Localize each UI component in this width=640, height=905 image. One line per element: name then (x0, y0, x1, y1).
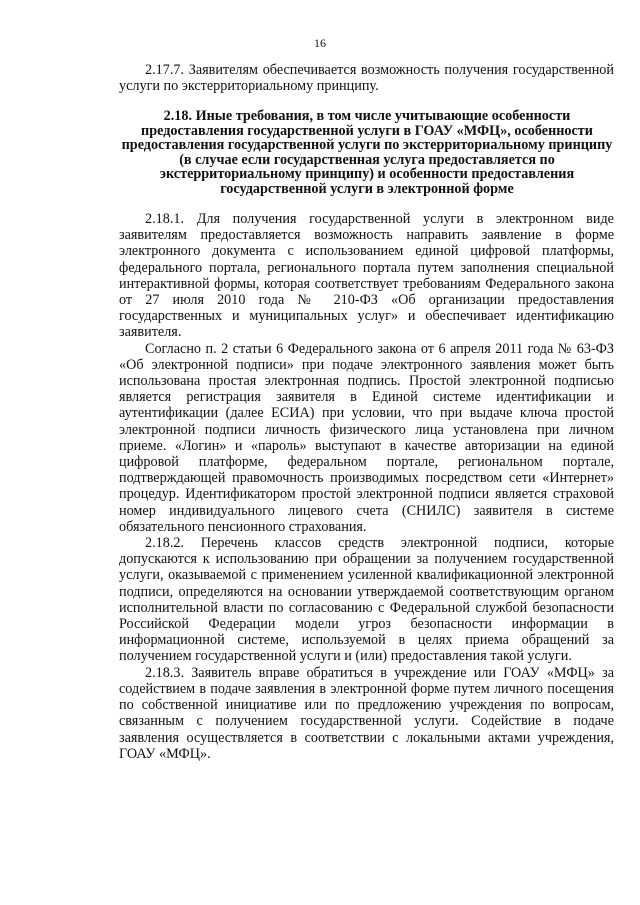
item-2-17-7 (119, 62, 614, 94)
paragraph-2-18-2: 2.18.2. Перечень классов средств электронной подписи, которые допускаются к использованию при обращении за получением государственной услуги, оказываемой с применением усиленной квалификационной электронной подписи, определяются на основании утверждаемой соответствующим органом исполнительной власти по согласованию с Федеральной службой безопасности Российской Федерации модели угроз безопасности информации в информационной системе, используемой в целях приема обращений за получением государственной услуги и (или) предоставления такой услуги. (119, 535, 614, 665)
paragraph-2-18-1: 2.18.1. Для получения государственной услуги в электронном виде заявителям предоставляется возможность направить заявление в форме электронного документа с использованием единой цифровой платформы, федерального портала, регионального портала путем заполнения специальной интерактивной формы, которая соответствует требованиям Федерального закона от 27 июля 2010 года № 210-ФЗ «Об организации предоставления государственных и муниципальных услуг» и обеспечивает идентификацию заявителя. (119, 211, 614, 341)
page-number: 16 (314, 36, 326, 50)
paragraph-electronic-signature: Согласно п. 2 статьи 6 Федерального закона от 6 апреля 2011 года № 63-ФЗ «Об электронной подписи» при подаче электронного заявления может быть использована простая электронная подпись. Простой электронной подписью является регистрация заявителя в Единой системе идентификации и аутентификации (далее ЕСИА) при условии, что при выдаче ключа простой электронной подписи личность физического лица установлена при личном приеме. «Логин» и «пароль» выступают в качестве авторизации на единой цифровой платформе, федеральном портале, региональном портале, подтверждающей правомочность производимых посредством сети «Интернет» процедур. Идентификатором простой электронной подписи является страховой номер индивидуального лицевого счета (СНИЛС) заявителя в системе обязательного пенсионного страхования. (119, 340, 614, 535)
section-heading-2-18: 2.18. Иные требования, в том числе учитывающие особенности предоставления государственной услуги в ГОАУ «МФЦ», особенности предоставления государственной услуги по экстерриториальному принципу (в случае если государственная услуга предоставляется по экстерриториальному принципу) и особенности предоставления государственной услуги в электронной форме (121, 108, 613, 197)
paragraph-2-17-7: 2.17.7. Заявителям обеспечивается возможность получения государственной услуги по экстерриториальному принципу. (119, 62, 614, 95)
section-body-2-18 (119, 211, 614, 762)
paragraph-2-18-3: 2.18.3. Заявитель вправе обратиться в учреждение или ГОАУ «МФЦ» за содействием в подаче заявления в электронной форме путем личного посещения по собственной инициативе или по предложению учреждения по вопросам, связанным с получением государственной услуги. Содействие в подаче заявления осуществляется в соответствии с локальными актами учреждения, ГОАУ «МФЦ». (119, 664, 614, 762)
